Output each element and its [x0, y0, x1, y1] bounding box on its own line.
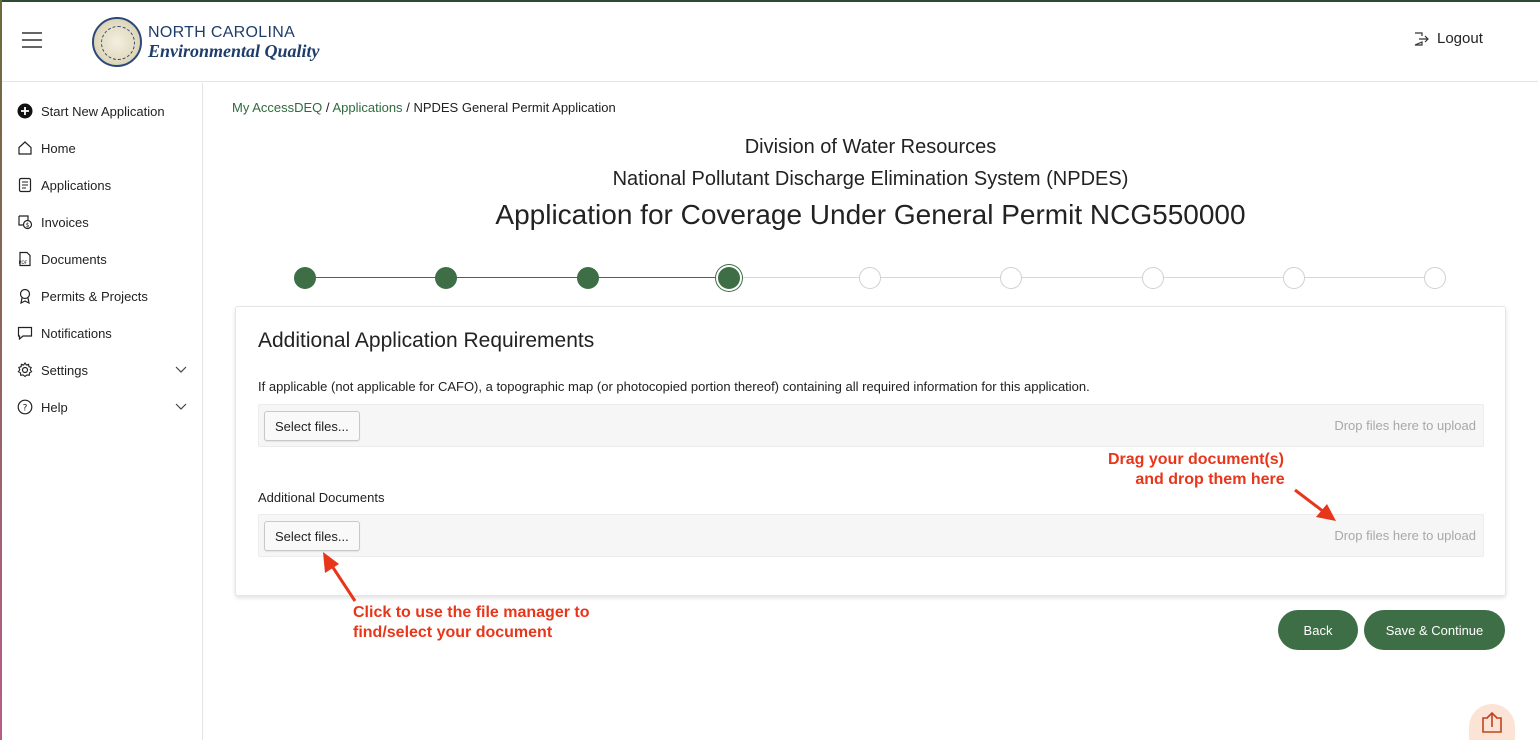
progress-stepper: [294, 265, 1446, 291]
svg-text:PDF: PDF: [18, 261, 28, 266]
state-seal-icon: [92, 17, 142, 67]
breadcrumb-separator: /: [406, 100, 410, 115]
sidebar-item-label: Start New Application: [41, 103, 165, 119]
documents-icon: [17, 251, 33, 267]
stepper-connector: [588, 277, 729, 278]
program-title: National Pollutant Discharge Elimination System (NPDES): [612, 168, 1129, 190]
topo-map-dropzone[interactable]: [258, 404, 1484, 447]
logout-icon: [1414, 32, 1430, 46]
division-title: Division of Water Resources: [744, 136, 997, 158]
stepper-connector: [1294, 277, 1435, 278]
sidebar-item-label: Documents: [41, 251, 107, 267]
drop-hint: Drop files here to upload: [1334, 418, 1476, 433]
drag-drop-annotation: [1060, 450, 1332, 490]
annotation-line: Drag your document(s): [1107, 451, 1284, 468]
sidebar-item-documents[interactable]: [17, 248, 193, 270]
stepper-connector: [1153, 277, 1294, 278]
topo-map-description: If applicable (not applicable for CAFO), a topographic map (or photocopied portion thereof) containing all required information for this application.: [258, 379, 1090, 394]
sidebar-item-label: Home: [41, 140, 76, 156]
ncdeq-logo[interactable]: [92, 16, 320, 68]
breadcrumb-link-applications[interactable]: Applications: [332, 100, 403, 115]
sidebar-item-settings[interactable]: [17, 359, 193, 381]
save-continue-button[interactable]: Save & Continue: [1364, 610, 1505, 650]
stepper-step-1: [294, 267, 316, 289]
settings-icon: [17, 362, 33, 378]
logout-label: Logout: [1437, 30, 1483, 47]
sidebar-nav: [2, 83, 203, 740]
additional-documents-select-files-button[interactable]: Select files...: [264, 521, 360, 551]
chevron-down-icon[interactable]: [175, 400, 187, 412]
stepper-connector: [305, 277, 446, 278]
permits-icon: [17, 288, 33, 304]
sidebar-item-label: Applications: [41, 177, 112, 193]
stepper-step-3: [577, 267, 599, 289]
stepper-step-6: [1000, 267, 1022, 289]
breadcrumb-separator: /: [325, 100, 330, 115]
section-title: Additional Application Requirements: [258, 329, 595, 352]
annotation-line: find/select your document: [353, 624, 553, 641]
app-header: [2, 2, 1538, 82]
stepper-step-8: [1283, 267, 1305, 289]
notifications-icon: [17, 325, 33, 341]
plus-circle-icon: [17, 103, 33, 119]
home-icon: [17, 140, 33, 156]
breadcrumb-current: NPDES General Permit Application: [413, 100, 616, 115]
breadcrumb-link-my-accessdeq[interactable]: My AccessDEQ: [232, 100, 323, 115]
sidebar-item-notifications[interactable]: [17, 322, 193, 344]
sidebar-item-start-new-application[interactable]: [17, 100, 193, 122]
logo-subtitle: Environmental Quality: [148, 40, 320, 61]
svg-text:$: $: [25, 222, 30, 229]
back-button[interactable]: Back: [1278, 610, 1358, 650]
invoices-icon: [17, 214, 33, 230]
annotation-line: Click to use the file manager to: [353, 604, 590, 621]
arrow-up-box-icon: [1480, 710, 1504, 734]
stepper-step-9: [1424, 267, 1446, 289]
drop-hint: Drop files here to upload: [1334, 528, 1476, 543]
topo-map-select-files-button[interactable]: Select files...: [264, 411, 360, 441]
sidebar-item-home[interactable]: [17, 137, 193, 159]
page-title: Application for Coverage Under General Permit NCG550000: [495, 199, 1246, 230]
stepper-connector: [870, 277, 1011, 278]
sidebar-item-permits-projects[interactable]: [17, 285, 193, 307]
hamburger-menu-icon[interactable]: [22, 32, 42, 48]
sidebar-item-invoices[interactable]: [17, 211, 193, 233]
stepper-connector: [729, 277, 870, 278]
stepper-step-5: [859, 267, 881, 289]
chevron-down-icon[interactable]: [175, 363, 187, 375]
sidebar-item-label: Help: [41, 399, 68, 415]
svg-text:?: ?: [22, 403, 28, 414]
sidebar-item-label: Permits & Projects: [41, 288, 148, 304]
file-manager-annotation: [353, 603, 590, 643]
stepper-connector: [446, 277, 587, 278]
help-icon: [17, 399, 33, 415]
stepper-connector: [1011, 277, 1152, 278]
sidebar-item-help[interactable]: [17, 396, 193, 418]
stepper-step-4: [718, 267, 740, 289]
sidebar-item-label: Invoices: [41, 214, 89, 230]
logout-button[interactable]: [1414, 30, 1483, 47]
additional-documents-label: Additional Documents: [258, 490, 385, 505]
sidebar-item-applications[interactable]: [17, 174, 193, 196]
stepper-step-7: [1142, 267, 1164, 289]
sidebar-item-label: Notifications: [41, 325, 112, 341]
sidebar-item-label: Settings: [41, 362, 88, 378]
logo-title: NORTH CAROLINA: [148, 23, 296, 41]
applications-icon: [17, 177, 33, 193]
additional-documents-dropzone[interactable]: [258, 514, 1484, 557]
stepper-step-2: [435, 267, 457, 289]
scroll-to-top-button[interactable]: [1469, 704, 1515, 740]
annotation-line: and drop them here: [1135, 471, 1285, 488]
breadcrumb: [232, 100, 616, 115]
